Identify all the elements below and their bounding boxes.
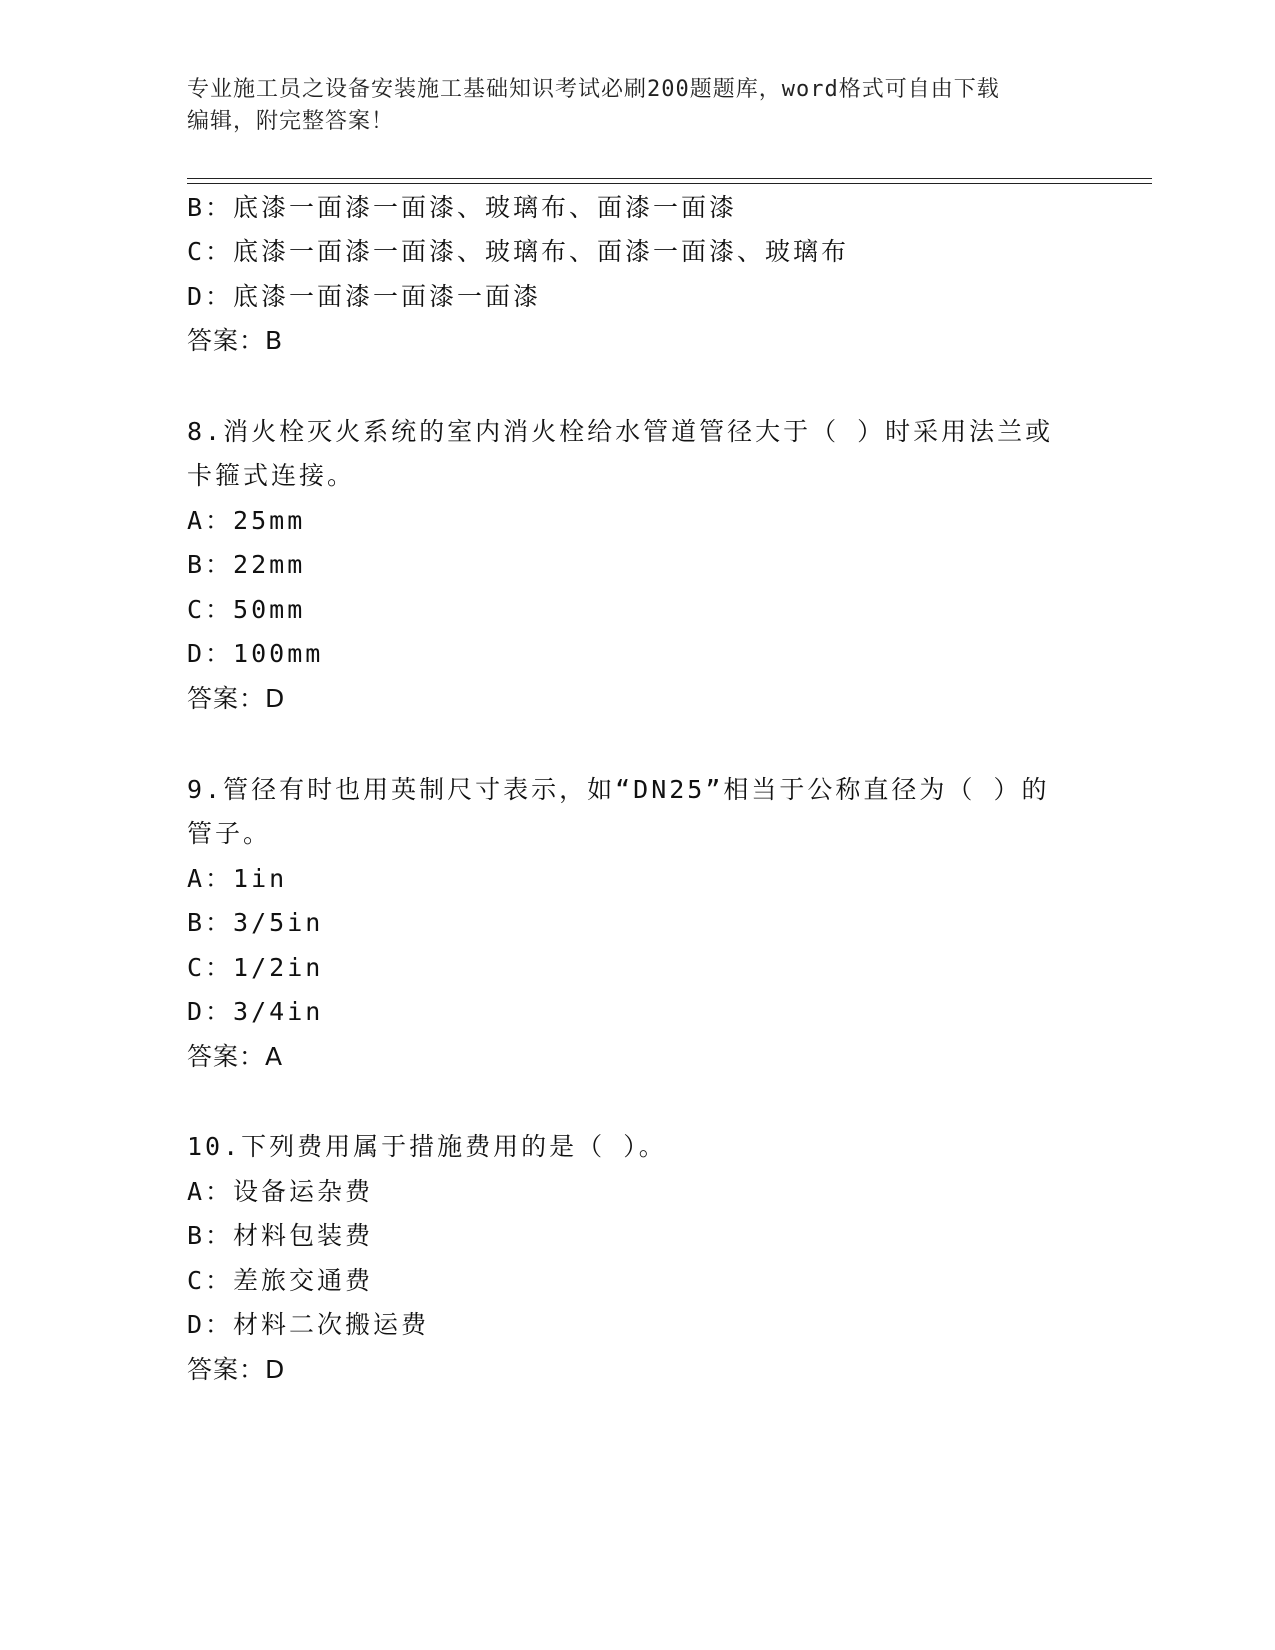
q9-option-d: D：3/4in [187, 997, 324, 1026]
q8-stem-line2: 卡箍式连接。 [187, 461, 356, 490]
q9-option-a: A：1in [187, 864, 288, 893]
q9-stem-line2: 管子。 [187, 819, 272, 848]
q9-option-c: C：1/2in [187, 953, 324, 982]
q8-option-b: B：22mm [187, 550, 306, 579]
q7-option-d: D：底漆一面漆一面漆一面漆 [187, 282, 542, 311]
header-title-line1: 专业施工员之设备安装施工基础知识考试必刷200题题库，word格式可自由下载 [187, 77, 1000, 102]
q10-option-a: A：设备运杂费 [187, 1177, 374, 1206]
q7-option-c: C：底漆一面漆一面漆、玻璃布、面漆一面漆、玻璃布 [187, 237, 850, 266]
q10-answer: 答案：D [187, 1355, 286, 1384]
q7-answer: 答案：B [187, 326, 284, 355]
header-divider-bottom [187, 183, 1152, 184]
q10-option-b: B：材料包装费 [187, 1221, 374, 1250]
q8-option-a: A：25mm [187, 506, 306, 535]
q8-stem-line1: 8.消火栓灭火系统的室内消火栓给水管道管径大于（ ）时采用法兰或 [187, 417, 1054, 446]
q8-option-c: C：50mm [187, 595, 306, 624]
header-divider-top [187, 178, 1152, 179]
q9-stem-line1: 9.管径有时也用英制尺寸表示，如“DN25”相当于公称直径为（ ）的 [187, 775, 1050, 804]
q8-option-d: D：100mm [187, 639, 324, 668]
q8-answer: 答案：D [187, 684, 286, 713]
q10-option-c: C：差旅交通费 [187, 1266, 374, 1295]
q7-option-b: B：底漆一面漆一面漆、玻璃布、面漆一面漆 [187, 193, 738, 222]
q10-stem-line1: 10.下列费用属于措施费用的是（ ）。 [187, 1132, 667, 1161]
q10-option-d: D：材料二次搬运费 [187, 1310, 430, 1339]
q9-option-b: B：3/5in [187, 908, 324, 937]
document-header [187, 74, 1087, 138]
header-title-line2: 编辑，附完整答案！ [187, 109, 395, 134]
q9-answer: 答案：A [187, 1042, 284, 1071]
